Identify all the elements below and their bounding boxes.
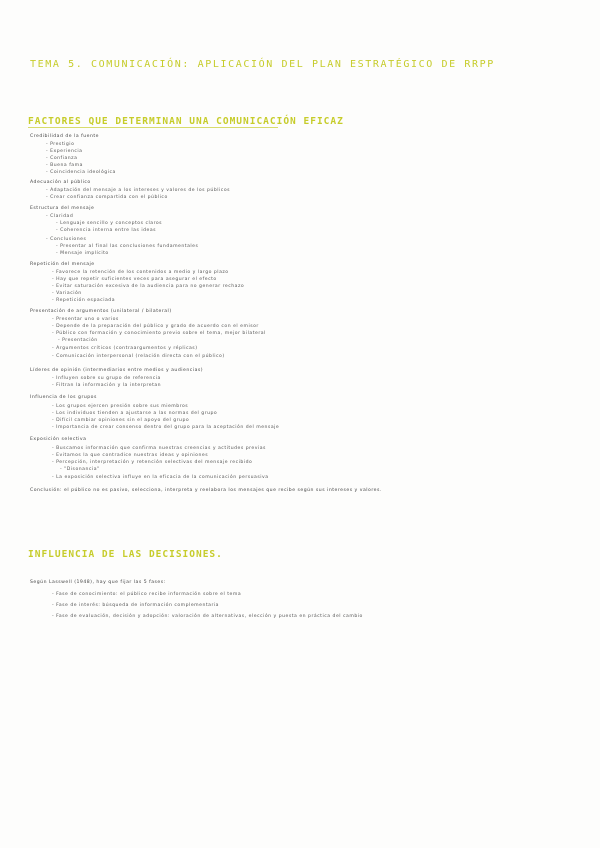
text-line: - Conclusiones [46, 237, 87, 242]
text-line: - Mensaje implícito [56, 251, 109, 256]
text-line: - Los individuos tienden a ajustarse a las normas del grupo [52, 411, 218, 416]
text-line: - La exposición selectiva influye en la eficacia de la comunicación persuasiva [52, 475, 269, 480]
text-line: Repetición del mensaje [30, 262, 95, 267]
text-line: - Adaptación del mensaje a los intereses y valores de los públicos [46, 188, 231, 193]
text-line: - Depende de la preparación del público y grado de acuerdo con el emisor [52, 324, 259, 329]
text-line: Presentación de argumentos (unilateral / bilateral) [30, 309, 172, 314]
text-line: - Presentación [58, 338, 98, 343]
text-line: - Hay que repetir suficientes veces para asegurar el efecto [52, 277, 217, 282]
text-line: - Presentar al final las conclusiones fundamentales [56, 244, 199, 249]
text-line: - Fase de conocimiento: el público recibe información sobre el tema [52, 592, 242, 597]
text-line: Credibilidad de la fuente [30, 134, 100, 139]
text-line: - Percepción, interpretación y retención selectivas del mensaje recibido [52, 460, 253, 465]
section-heading-influencia: INFLUENCIA DE LAS DECISIONES. [28, 549, 223, 560]
text-line: - Claridad [46, 214, 74, 219]
text-line: - Filtran la información y la interpretan [52, 383, 162, 388]
text-line: - Evitar saturación excesiva de la audiencia para no generar rechazo [52, 284, 245, 289]
text-line: - Experiencia [46, 149, 83, 154]
text-line: - Coherencia interna entre las ideas [56, 228, 157, 233]
text-line: - Buscamos información que confirma nuestras creencias y actitudes previas [52, 446, 266, 451]
text-line: Líderes de opinión (intermediarios entre medios y audiencias) [30, 368, 204, 373]
text-line: - Comunicación interpersonal (relación directa con el público) [52, 354, 225, 359]
text-line: - Presentar uno o varios [52, 317, 119, 322]
text-line: - Favorece la retención de los contenidos a medio y largo plazo [52, 270, 229, 275]
text-line: - Buena fama [46, 163, 83, 168]
text-line: - Influyen sobre su grupo de referencia [52, 376, 161, 381]
text-line: - Argumentos críticos (contraargumentos y réplicas) [52, 346, 198, 351]
text-line: - Variación [52, 291, 82, 296]
text-line: - Público con formación y conocimiento previo sobre el tema, mejor bilateral [52, 331, 266, 336]
text-line: - Fase de interés: búsqueda de información complementaria [52, 603, 219, 608]
text-line: Exposición selectiva [30, 437, 87, 442]
text-line: - Importancia de crear consenso dentro del grupo para la aceptación del mensaje [52, 425, 280, 430]
text-line: - Repetición espaciada [52, 298, 116, 303]
text-line: - Crear confianza compartida con el público [46, 195, 168, 200]
text-line: - Los grupos ejercen presión sobre sus miembros [52, 404, 189, 409]
document-title: TEMA 5. COMUNICACIÓN: APLICACIÓN DEL PLAN ESTRATÉGICO DE RRPP [30, 59, 495, 70]
text-line: - Prestigio [46, 142, 75, 147]
text-line: Según Lasswell (1948), hay que fijar las 5 fases: [30, 580, 166, 585]
text-line: - Lenguaje sencillo y conceptos claros [56, 221, 163, 226]
text-line: - Difícil cambiar opiniones sin el apoyo del grupo [52, 418, 190, 423]
text-line: Estructura del mensaje [30, 206, 95, 211]
text-line: Adecuación al público [30, 180, 91, 185]
text-line: - Coincidencia ideológica [46, 170, 116, 175]
text-line: Conclusión: el público no es pasivo, selecciona, interpreta y reelabora los mensajes que recibe según sus intereses y valores. [30, 488, 382, 493]
text-line: - Fase de evaluación, decisión y adopción: valoración de alternativas, elección y puesta en práctica del cambio [52, 614, 363, 619]
text-line: Influencia de los grupos [30, 395, 97, 400]
section-heading-factores: FACTORES QUE DETERMINAN UNA COMUNICACIÓN EFICAZ [28, 116, 344, 127]
text-line: - Evitamos la que contradice nuestras ideas y opiniones [52, 453, 209, 458]
text-line: - "Disonancia" [60, 467, 100, 472]
text-line: - Confianza [46, 156, 78, 161]
